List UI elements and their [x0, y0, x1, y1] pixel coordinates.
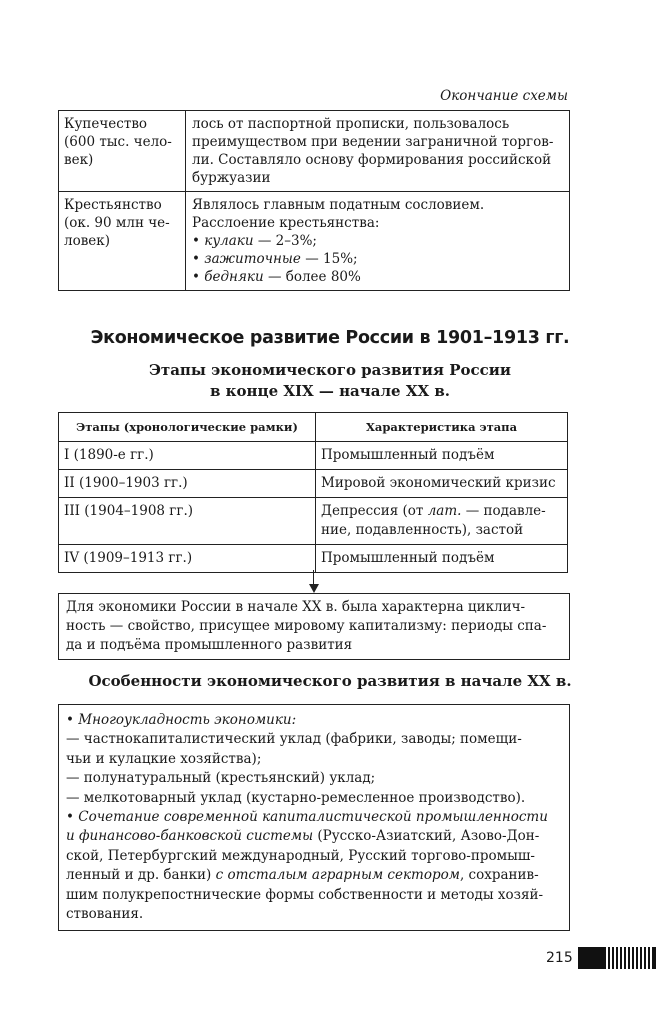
estate-desc-line: Являлось главным податным сословием.: [192, 197, 485, 213]
feature-line: ствования.: [66, 906, 144, 923]
page-edge-marker: [578, 947, 656, 969]
estate-name-line: (ок. 90 млн че-: [64, 215, 170, 231]
feature-line: [66, 866, 562, 885]
bullet-item: • бедняки — более 80%: [192, 269, 361, 285]
bullet-term: зажиточные: [204, 251, 301, 267]
estate-name-line: Крестьянство: [64, 197, 162, 213]
stage-desc-cell: [316, 498, 568, 545]
features-title: Особенности экономического развития в начале XX в.: [88, 672, 572, 690]
estate-desc-line: лось от паспортной прописки, пользовалось: [192, 116, 510, 132]
estates-table: [58, 110, 570, 291]
desc-text: — подавле-: [461, 503, 546, 519]
feature-line: — полунатуральный (крестьянский) уклад;: [66, 770, 376, 787]
feature-line: • Сочетание современной капиталистической промышленности: [66, 809, 548, 826]
stage-desc-cell: Промышленный подъём: [316, 545, 568, 573]
feature-heading: • Многоукладность экономики:: [66, 712, 297, 728]
bullet-value: — 2–3%;: [257, 233, 317, 249]
column-header: Характеристика этапа: [316, 413, 568, 442]
stages-table: [58, 412, 568, 573]
feature-line: [66, 827, 562, 846]
section-title: Экономическое развитие России в 1901–1913 гг.: [90, 328, 570, 348]
table-row: [59, 498, 568, 545]
conclusion-line: да и подъёма промышленного развития: [66, 637, 353, 653]
feature-line: чьи и кулацкие хозяйства);: [66, 750, 262, 767]
estate-name-cell: [59, 192, 186, 290]
feature-title: Многоукладность экономики:: [78, 712, 297, 728]
estate-name-line: Купечество: [64, 116, 148, 132]
estate-desc-cell: [186, 192, 569, 290]
estate-name-line: век): [64, 152, 94, 168]
feature-italic: Сочетание современной капиталистической промышленности: [78, 809, 548, 826]
table-header-row: [59, 413, 568, 442]
bullet-item: • кулаки — 2–3%;: [192, 233, 317, 249]
conclusion-box: [58, 593, 570, 660]
feature-line: — мелкотоварный уклад (кустарно-ремесленное производство).: [66, 789, 526, 806]
estate-name-cell: [59, 111, 186, 191]
feature-line: шим полукрепостнические формы собственности и методы хозяй-: [66, 886, 544, 903]
feature-italic: и финансово-банковской системы: [66, 828, 314, 845]
stage-cell: II (1900–1903 гг.): [59, 470, 316, 498]
estate-desc-line: Расслоение крестьянства:: [192, 215, 380, 231]
stage-desc-cell: Мировой экономический кризис: [316, 470, 568, 498]
feature-italic: с отсталым аграрным сектором: [215, 867, 460, 884]
bullet-item: • зажиточные — 15%;: [192, 251, 358, 267]
stages-title-line: в конце XIX — начале XX в.: [210, 382, 450, 400]
bullet-term: кулаки: [204, 233, 254, 249]
table-row: [59, 442, 568, 470]
bullet-value: — более 80%: [267, 269, 361, 285]
stage-cell: I (1890-е гг.): [59, 442, 316, 470]
estate-desc-line: преимуществом при ведении заграничной торгов-: [192, 134, 554, 150]
stages-title: [0, 360, 660, 402]
desc-italic: лат.: [427, 503, 462, 519]
arrow-down-icon: [309, 584, 319, 593]
stages-title-line: Этапы экономического развития России: [148, 361, 512, 379]
conclusion-line: Для экономики России в начале XX в. была характерна циклич-: [66, 599, 526, 615]
estate-name-line: ловек): [64, 233, 110, 249]
estate-desc-line: буржуазии: [192, 170, 271, 186]
feature-text: (Русско-Азиатский, Азово-Дон-: [313, 828, 540, 845]
bullet-value: — 15%;: [305, 251, 358, 267]
table-row: [59, 192, 569, 290]
feature-line: — частнокапиталистический уклад (фабрики, заводы; помещи-: [66, 731, 522, 748]
desc-text: ние, подавленность), застой: [321, 522, 524, 538]
column-header: Этапы (хронологические рамки): [59, 413, 316, 442]
conclusion-line: ность — свойство, присущее мировому капитализму: периоды спа-: [66, 618, 547, 634]
page-number: 215: [546, 950, 573, 966]
scheme-caption: Окончание схемы: [440, 88, 568, 104]
desc-text: Депрессия (от: [321, 503, 428, 519]
table-row: [59, 545, 568, 573]
table-row: [59, 470, 568, 498]
estate-desc-line: ли. Составляло основу формирования российской: [192, 152, 552, 168]
stage-cell: IV (1909–1913 гг.): [59, 545, 316, 573]
feature-line: ской, Петербургский международный, Русский торгово-промыш-: [66, 847, 535, 864]
stage-cell: III (1904–1908 гг.): [59, 498, 316, 545]
table-row: [59, 111, 569, 192]
stage-desc-cell: Промышленный подъём: [316, 442, 568, 470]
estate-desc-cell: [186, 111, 569, 191]
feature-text: , сохранив-: [459, 867, 539, 884]
features-box: [58, 704, 570, 931]
feature-text: ленный и др. банки): [66, 867, 216, 884]
estate-name-line: (600 тыс. чело-: [64, 134, 172, 150]
bullet-term: бедняки: [204, 269, 264, 285]
